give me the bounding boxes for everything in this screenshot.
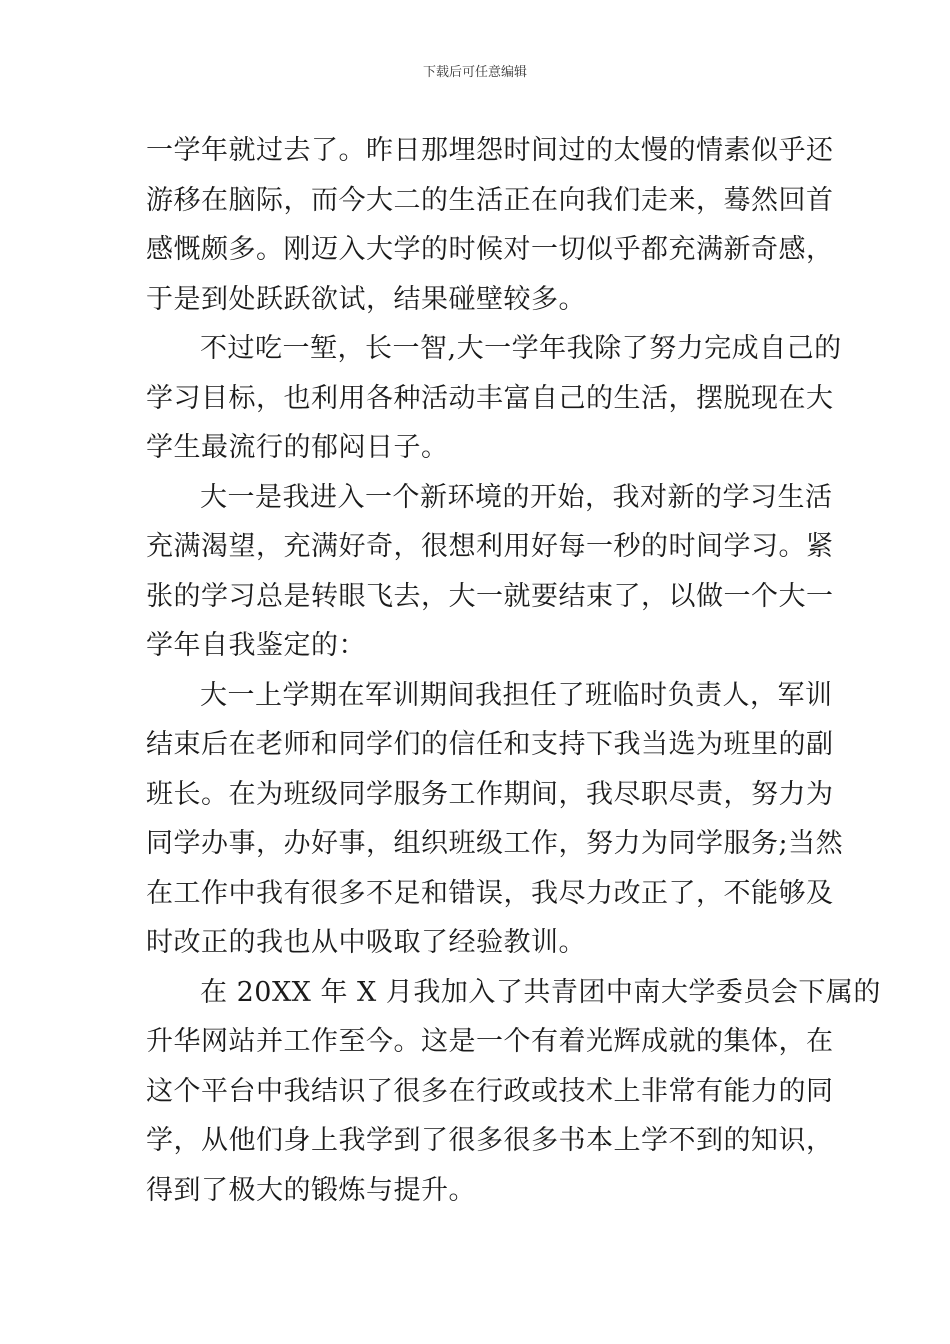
text-line: 学习目标，也利用各种活动丰富自己的生活，摆脱现在大 xyxy=(146,382,834,414)
text-line: 大一是我进入一个新环境的开始，我对新的学习生活 xyxy=(200,481,833,513)
text-line: 不过吃一堑，长一智,大一学年我除了努力完成自己的 xyxy=(200,333,842,364)
text-line: 大一上学期在军训期间我担任了班临时负责人，军训 xyxy=(200,679,833,711)
text-line: 张的学习总是转眼飞去，大一就要结束了，以做一个大一 xyxy=(146,580,834,612)
text-line: 得到了极大的锻炼与提升。 xyxy=(146,1174,476,1206)
text-line: 一学年就过去了。昨日那埋怨时间过的太慢的情素似乎还 xyxy=(146,135,834,166)
text-line: 感慨颇多。刚迈入大学的时候对一切似乎都充满新奇感， xyxy=(146,234,834,265)
text-line: 充满渴望，充满好奇，很想利用好每一秒的时间学习。紧 xyxy=(146,531,834,562)
text-line: 同学办事，办好事，组织班级工作，努力为同学服务;当然 xyxy=(146,828,844,859)
text-line: 学年自我鉴定的： xyxy=(146,630,366,661)
text-line: 这个平台中我结识了很多在行政或技术上非常有能力的同 xyxy=(146,1075,834,1107)
text-line: 时改正的我也从中吸取了经验教训。 xyxy=(146,927,586,958)
text-line: 班长。在为班级同学服务工作期间，我尽职尽责，努力为 xyxy=(146,778,834,810)
text-line: 在 20XX 年 X 月我加入了共青团中南大学委员会下属的 xyxy=(200,976,881,1008)
text-line: 游移在脑际，而今大二的生活正在向我们走来，蓦然回首 xyxy=(146,184,834,216)
text-line: 结束后在老师和同学们的信任和支持下我当选为班里的副 xyxy=(146,729,834,760)
header-note: 下载后可任意编辑 xyxy=(422,65,527,80)
text-line: 在工作中我有很多不足和错误，我尽力改正了，不能够及 xyxy=(146,877,834,909)
text-line: 学，从他们身上我学到了很多很多书本上学不到的知识， xyxy=(146,1125,834,1156)
text-line: 于是到处跃跃欲试，结果碰壁较多。 xyxy=(146,283,586,315)
text-line: 升华网站并工作至今。这是一个有着光辉成就的集体，在 xyxy=(146,1026,834,1057)
text-line: 学生最流行的郁闷日子。 xyxy=(146,432,449,463)
document-body xyxy=(146,126,881,1215)
